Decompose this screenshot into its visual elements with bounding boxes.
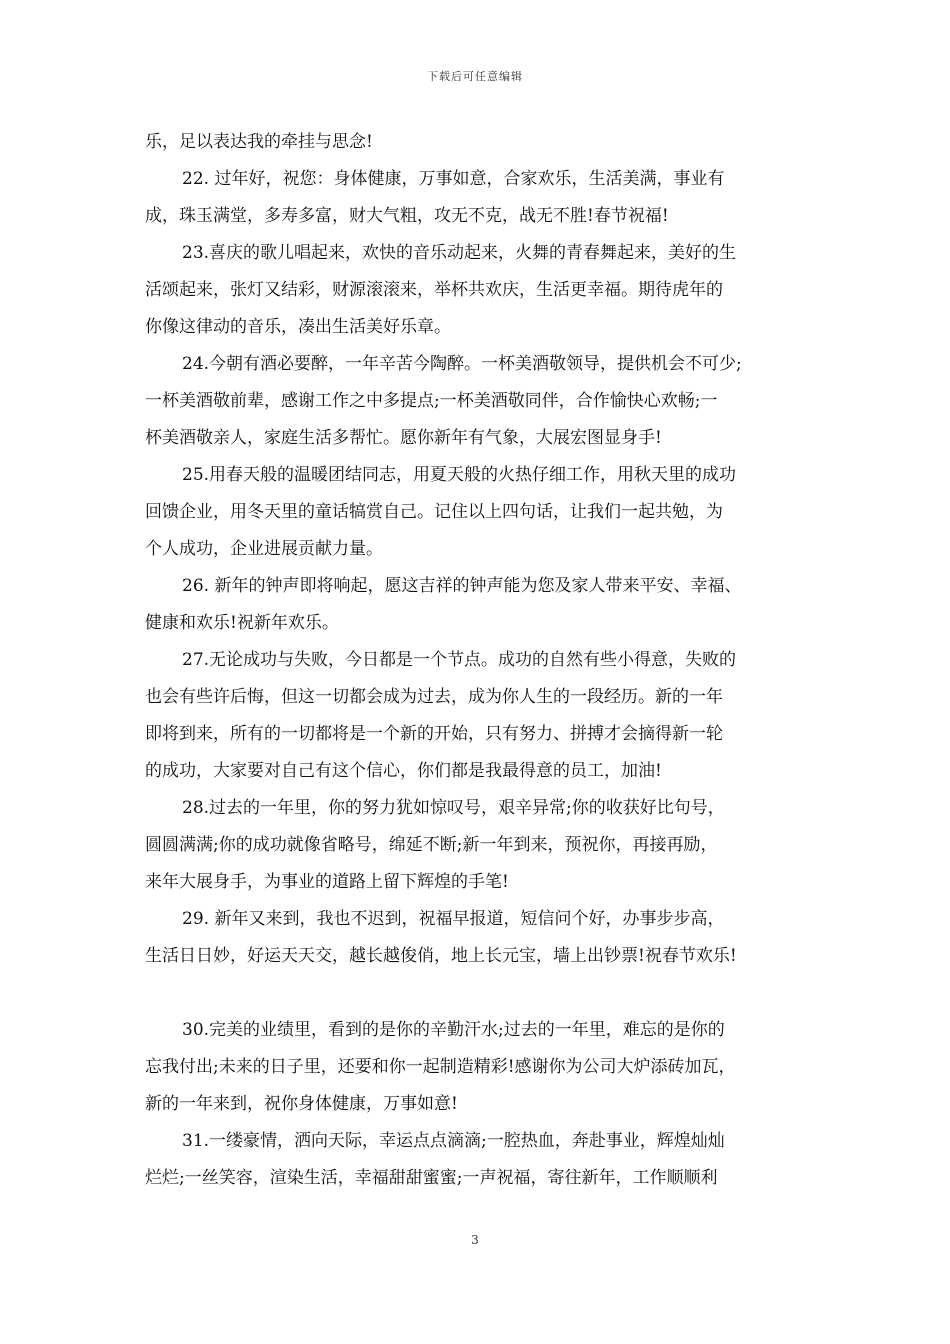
text-line: 28.过去的一年里，你的努力犹如惊叹号，艰辛异常;你的收获好比句号， [182, 798, 725, 818]
text-line: 烂烂;一丝笑容，渲染生活，幸福甜甜蜜蜜;一声祝福，寄往新年，工作顺顺利 [145, 1168, 718, 1188]
text-line: 26. 新年的钟声即将响起，愿这吉祥的钟声能为您及家人带来平安、幸福、 [182, 576, 742, 596]
text-line: 生活日日妙，好运天天交，越长越俊俏，地上长元宝，墙上出钞票!祝春节欢乐! [145, 946, 737, 966]
text-line: 健康和欢乐!祝新年欢乐。 [145, 613, 339, 633]
text-line: 24.今朝有酒必要醉，一年辛苦今陶醉。一杯美酒敬领导，提供机会不可少; [182, 354, 742, 374]
text-line: 30.完美的业绩里，看到的是你的辛勤汗水;过去的一年里，难忘的是你的 [182, 1020, 725, 1040]
text-line: 一杯美酒敬前辈，感谢工作之中多提点;一杯美酒敬同伴，合作愉快心欢畅;一 [145, 391, 718, 411]
text-line: 25.用春天般的温暖团结同志，用夏天般的火热仔细工作，用秋天里的成功 [182, 465, 737, 485]
text-line: 来年大展身手，为事业的道路上留下辉煌的手笔! [145, 872, 509, 892]
text-line: 你像这律动的音乐，凑出生活美好乐章。 [145, 317, 451, 337]
text-line: 活颂起来，张灯又结彩，财源滚滚来，举杯共欢庆，生活更幸福。期待虎年的 [145, 280, 723, 300]
text-line: 31.一缕豪情，洒向天际，幸运点点滴滴;一腔热血，奔赴事业，辉煌灿灿 [182, 1131, 725, 1151]
text-line: 圆圆满满;你的成功就像省略号，绵延不断;新一年到来，预祝你，再接再励， [145, 835, 718, 855]
text-line: 即将到来，所有的一切都将是一个新的开始，只有努力、拼搏才会摘得新一轮 [145, 724, 723, 744]
text-line: 新的一年来到，祝你身体健康，万事如意! [145, 1094, 458, 1114]
document-body [145, 124, 815, 1197]
blank-line [145, 975, 815, 1012]
text-line: 个人成功，企业进展贡献力量。 [145, 539, 383, 559]
text-line: 22. 过年好，祝您：身体健康，万事如意，合家欢乐，生活美满，事业有 [182, 169, 725, 189]
page-number: 3 [471, 1233, 479, 1247]
text-line: 成，珠玉满堂，多寿多富，财大气粗，攻无不克，战无不胜!春节祝福! [145, 206, 669, 226]
page-header: 下载后可任意编辑 [427, 70, 523, 83]
text-line: 回馈企业，用冬天里的童话犒赏自己。记住以上四句话，让我们一起共勉，为 [145, 502, 723, 522]
text-line: 27.无论成功与失败，今日都是一个节点。成功的自然有些小得意，失败的 [182, 650, 737, 670]
text-line: 29. 新年又来到，我也不迟到，祝福早报道，短信问个好，办事步步高， [182, 909, 725, 929]
text-line: 23.喜庆的歌儿唱起来，欢快的音乐动起来，火舞的青春舞起来，美好的生 [182, 243, 737, 263]
text-line: 也会有些许后悔，但这一切都会成为过去，成为你人生的一段经历。新的一年 [145, 687, 723, 707]
text-line: 杯美酒敬亲人，家庭生活多帮忙。愿你新年有气象，大展宏图显身手! [145, 428, 662, 448]
text-line: 乐，足以表达我的牵挂与思念! [145, 132, 373, 152]
text-line: 的成功，大家要对自己有这个信心，你们都是我最得意的员工，加油! [145, 761, 662, 781]
text-line: 忘我付出;未来的日子里，还要和你一起制造精彩!感谢你为公司大炉添砖加瓦， [145, 1057, 736, 1077]
